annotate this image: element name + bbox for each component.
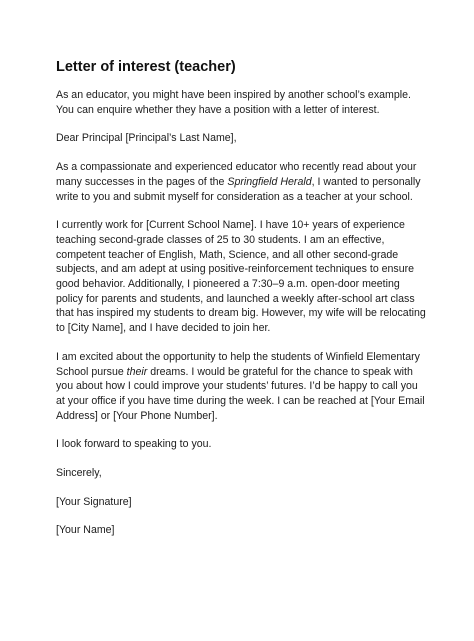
salutation: Dear Principal [Principal’s Last Name], <box>56 132 237 145</box>
paragraph-1-text-start: As a compassionate and experienced educator who recently read about your many successes in the pages of the <box>56 161 417 188</box>
closing: Sincerely, <box>56 467 102 480</box>
letter-page <box>56 58 426 538</box>
intro-paragraph: As an educator, you might have been inspired by another school’s example. You can enquire whether they have a position with a letter of interest. <box>56 89 411 116</box>
letter-paragraph-4: I look forward to speaking to you. <box>56 438 212 451</box>
signature-placeholder: [Your Signature] <box>56 495 132 508</box>
page-title: Letter of interest (teacher) <box>56 59 236 75</box>
emphasis-their: their <box>126 365 148 378</box>
name-placeholder: [Your Name] <box>56 524 115 537</box>
newspaper-name: Springfield Herald <box>227 175 312 188</box>
paragraph-3-text-start: I am excited about the opportunity to help the students of Winfield Elementary School pursue <box>56 350 420 378</box>
paragraph-3-text-end: dreams. I would be grateful for the chance to speak with you about how I could improve your students’ futures. I’d be happy to call you at your office if you have time during the week. I can be reached at [Your Email Address] or [Your Phone Number]. <box>56 365 425 422</box>
letter-paragraph-2: I currently work for [Current School Name]. I have 10+ years of experience teaching second-grade classes of 25 to 30 students. I am an effective, competent teacher of English, Math, Science, and all other second-grade subjects, and am adept at using positive-reinforcement techniques to ensure good behavior. Additionally, I pioneered a 7:30–9 a.m. open-door meeting policy for parents and students, and launched a weekly after-school art class that has inspired my students to dream big. However, my wife will be relocating to [City Name], and I have decided to join her. <box>56 219 426 335</box>
letter-paragraph-3 <box>56 350 426 424</box>
letter-paragraph-1 <box>56 160 426 204</box>
paragraph-1-text-end: , I wanted to personally write to you and submit myself for consideration as a teacher at your school. <box>56 175 421 203</box>
